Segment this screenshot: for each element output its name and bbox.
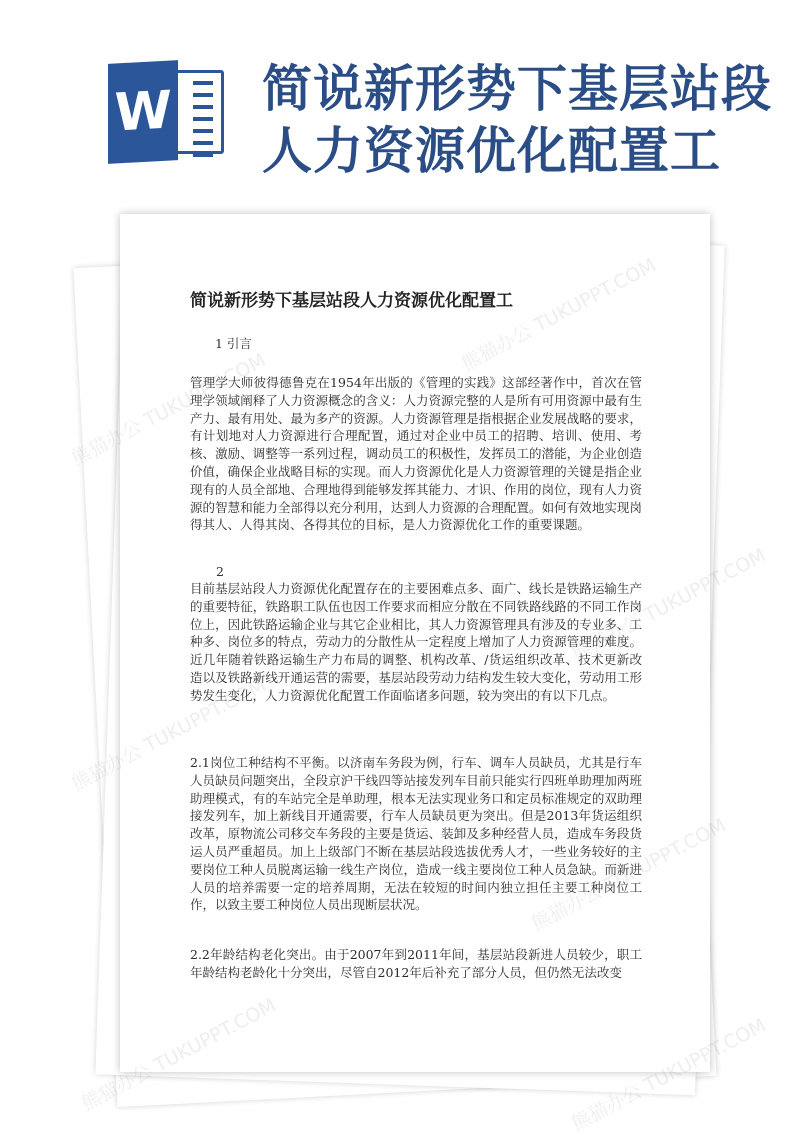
section-heading-introduction: 1 引言: [215, 336, 252, 351]
document-page: [120, 214, 710, 1072]
watermark-text: 熊猫办公: [568, 1080, 646, 1136]
document-title: 简说新形势下基层站段人力资源优化配置工: [190, 291, 513, 311]
paragraph-section-2-1: 2.1岗位工种结构不平衡。以济南车务段为例，行车、调车人员缺员，尤其是行车人员缺员问题突出，全段京沪干线四等站接发列车目前只能实行四班单助理加两班助理模式，有的车站完全是单助理，根本无法实现业务口和定员标准规定的双助理接发列车，加上新线目开通需要，行车人员缺员更为突出。但是2013年货运组织改革，原物流公司移交车务段的主要是货运、装卸及多种经营人员，造成车务段货运人员严重超员。加上上级部门不断在基层站段选拔优秀人才，一些业务较好的主要岗位工种人员脱离运输一线生产岗位，造成一线主要岗位工种人员急缺。而新进人员的培养需要一定的培养周期，无法在较短的时间内独立担任主要工种岗位工作，以致主要工种岗位人员出现断层状况。: [190, 755, 642, 913]
banner: [0, 0, 800, 200]
paragraph-difficulties: 目前基层站段人力资源优化配置存在的主要困难点多、面广、线长是铁路运输生产的重要特征，铁路职工队伍也因工作要求而相应分散在不同铁路线路的不同工作岗位上，因此铁路运输企业与其它企业相比，其人力资源管理具有涉及的专业多、工种多、岗位多的特点，劳动力的分散性从一定程度上增加了人力资源管理的难度。近几年随着铁路运输生产力布局的调整、机构改革、/货运组织改革、技术更新改造以及铁路新线开通运营的需要，基层站段劳动力结构发生较大变化，劳动用工形势发生变化，人力资源优化配置工作面临诸多问题，较为突出的有以下几点。: [190, 581, 642, 703]
section-number-2: 2: [216, 564, 224, 579]
paragraph-introduction: 管理学大师彼得德鲁克在1954年出版的《管理的实践》这部经著作中，首次在管理学领域阐释了人力资源概念的含义：人力资源完整的人是所有可用资源中最有生产力、最有用处、最为多产的资源。人力资源管理是指根据企业发展战略的要求，有计划地对人力资源进行合理配置，通过对企业中员工的招聘、培训、使用、考核、激励、调整等一系列过程，调动员工的积极性，发挥员工的潜能，为企业创造价值，确保企业战略目标的实现。而人力资源优化是人力资源管理的关键是指企业现有的人员全部地、合理地得到能够发挥其能力、才识、作用的岗位，现有人力资源的智慧和能力全部得以充分利用，达到人力资源的合理配置。如何有效地实现岗得其人、人得其岗、各得其位的目标，是人力资源优化工作的重要课题。: [190, 375, 642, 533]
word-document-icon: [108, 62, 226, 162]
word-logo-letter: W: [108, 60, 178, 164]
paragraph-section-2-2: 2.2年龄结构老化突出。由于2007年到2011年间，基层站段新进人员较少，职工年龄结构老龄化十分突出，尽管自2012年后补充了部分人员，但仍然无法改变: [190, 947, 642, 980]
banner-title: 简说新形势下基层站段人力资源优化配置工: [262, 60, 772, 180]
